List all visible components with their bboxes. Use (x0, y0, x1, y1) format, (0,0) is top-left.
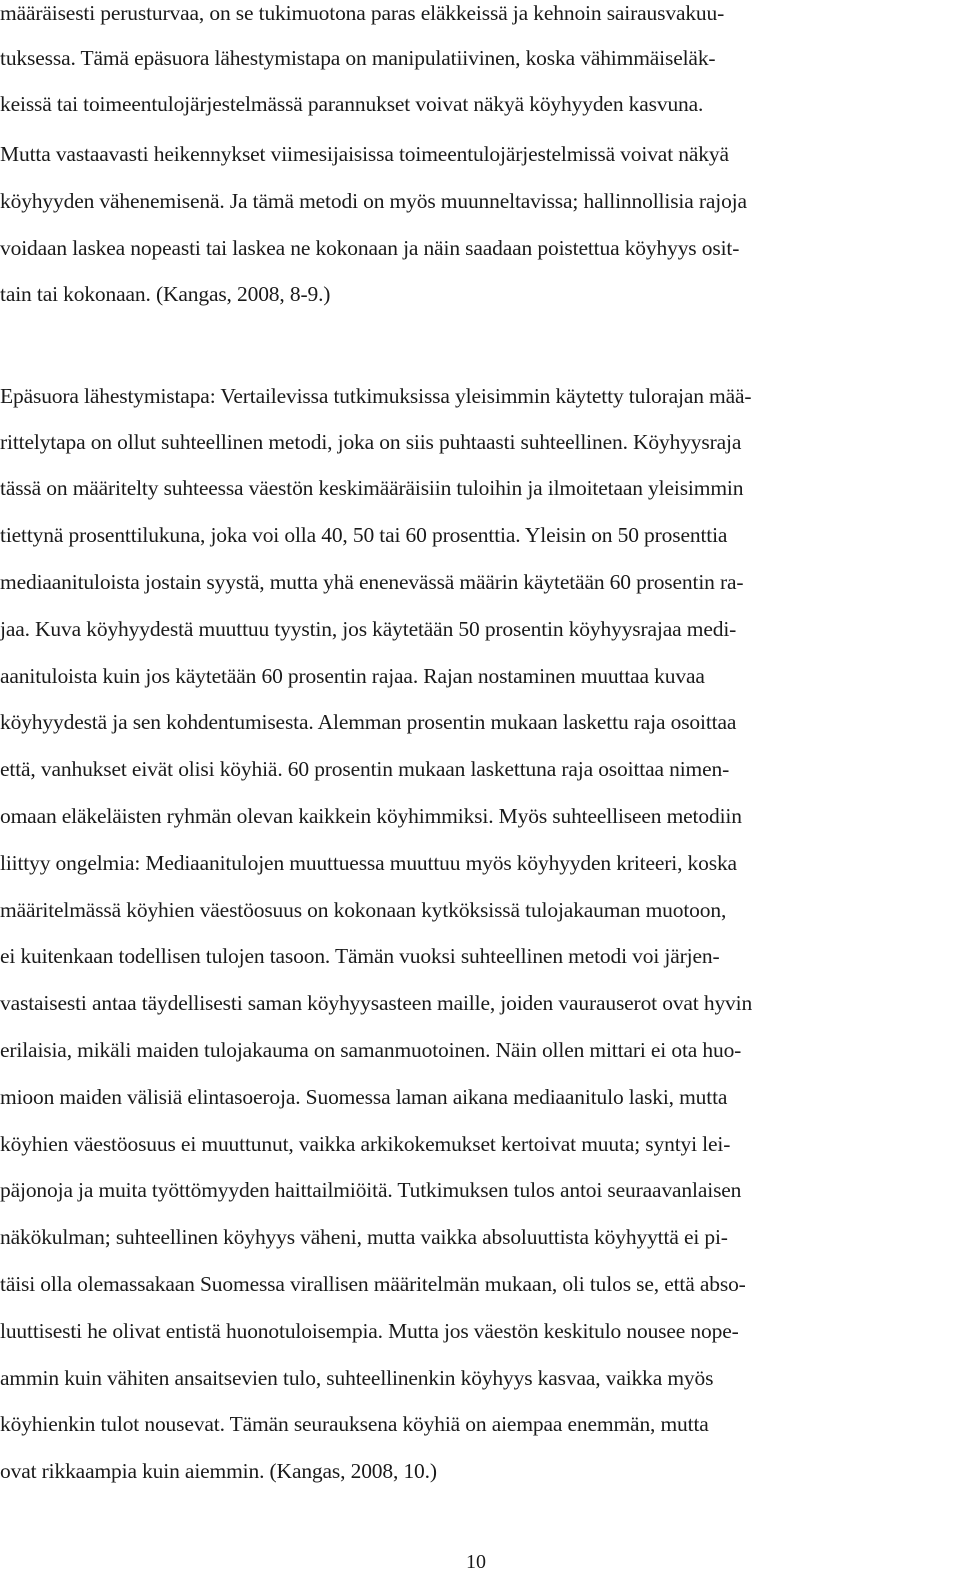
text-line: tain tai kokonaan. (Kangas, 2008, 8-9.) (0, 282, 331, 306)
text-line: tiettynä prosenttilukuna, joka voi olla 40, 50 tai 60 prosenttia. Yleisin on 50 prosenttia (0, 523, 728, 547)
text-line: täisi olla olemassakaan Suomessa virallisen määritelmän mukaan, oli tulos se, että abso- (0, 1272, 746, 1296)
text-line: jaa. Kuva köyhyydestä muuttuu tyystin, jos käytetään 50 prosentin köyhyysrajaa medi- (0, 617, 737, 641)
text-line: Mutta vastaavasti heikennykset viimesijaisissa toimeentulojärjestelmissä voivat näkyä (0, 142, 729, 166)
text-line: keissä tai toimeentulojärjestelmässä parannukset voivat näkyä köyhyyden kasvuna. (0, 92, 704, 116)
text-line: luuttisesti he olivat entistä huonotuloisempia. Mutta jos väestön keskitulo nousee nope- (0, 1319, 739, 1343)
text-line: aanituloista kuin jos käytetään 60 prosentin rajaa. Rajan nostaminen muuttaa kuvaa (0, 664, 705, 688)
text-line: erilaisia, mikäli maiden tulojakauma on samanmuotoinen. Näin ollen mittari ei ota huo- (0, 1038, 742, 1062)
text-line: omaan eläkeläisten ryhmän olevan kaikkein köyhimmiksi. Myös suhteelliseen metodiin (0, 804, 742, 828)
text-line: ammin kuin vähiten ansaitsevien tulo, suhteellinenkin köyhyys kasvaa, vaikka myös (0, 1366, 714, 1390)
text-line: ovat rikkaampia kuin aiemmin. (Kangas, 2008, 10.) (0, 1459, 437, 1483)
text-line: tässä on määritelty suhteessa väestön keskimääräisiin tuloihin ja ilmoitetaan yleisimmin (0, 476, 744, 500)
text-line: määritelmässä köyhien väestöosuus on kokonaan kytköksissä tulojakauman muotoon, (0, 898, 727, 922)
text-line: mediaanituloista jostain syystä, mutta yhä enenevässä määrin käytetään 60 prosentin ra- (0, 570, 744, 594)
text-line: että, vanhukset eivät olisi köyhiä. 60 prosentin mukaan laskettuna raja osoittaa nimen- (0, 757, 730, 781)
text-line: köyhyyden vähenemisenä. Ja tämä metodi on myös muunneltavissa; hallinnollisia rajoja (0, 189, 747, 213)
text-line: mioon maiden välisiä elintasoeroja. Suomessa laman aikana mediaanitulo laski, mutta (0, 1085, 728, 1109)
text-line: näkökulman; suhteellinen köyhyys väheni, mutta vaikka absoluuttista köyhyyttä ei pi- (0, 1225, 728, 1249)
text-line: määräisesti perusturvaa, on se tukimuotona paras eläkkeissä ja kehnoin sairausvakuu- (0, 1, 725, 25)
text-line: rittelytapa on ollut suhteellinen metodi, joka on siis puhtaasti suhteellinen. Köyhyysraja (0, 430, 742, 454)
text-line: vastaisesti antaa täydellisesti saman köyhyysasteen maille, joiden vaurauserot ovat hyvin (0, 991, 753, 1015)
text-line: päjonoja ja muita työttömyyden haittailmiöitä. Tutkimuksen tulos antoi seuraavanlaisen (0, 1178, 742, 1202)
text-line: köyhien väestöosuus ei muuttunut, vaikka arkikokemukset kertoivat muuta; syntyi lei- (0, 1132, 731, 1156)
text-line: köyhyydestä ja sen kohdentumisesta. Alemman prosentin mukaan laskettu raja osoittaa (0, 710, 737, 734)
text-line: ei kuitenkaan todellisen tulojen tasoon. Tämän vuoksi suhteellinen metodi voi järjen- (0, 944, 720, 968)
text-line: liittyy ongelmia: Mediaanitulojen muuttuessa muuttuu myös köyhyyden kriteeri, koska (0, 851, 737, 875)
text-line: köyhienkin tulot nousevat. Tämän seurauksena köyhiä on aiempaa enemmän, mutta (0, 1412, 709, 1436)
page-number: 10 (466, 1551, 486, 1573)
text-line: Epäsuora lähestymistapa: Vertailevissa tutkimuksissa yleisimmin käytetty tulorajan mää- (0, 384, 752, 408)
text-line: voidaan laskea nopeasti tai laskea ne kokonaan ja näin saadaan poistettua köyhyys osit- (0, 236, 740, 260)
text-line: tuksessa. Tämä epäsuora lähestymistapa on manipulatiivinen, koska vähimmäiseläk- (0, 46, 716, 70)
